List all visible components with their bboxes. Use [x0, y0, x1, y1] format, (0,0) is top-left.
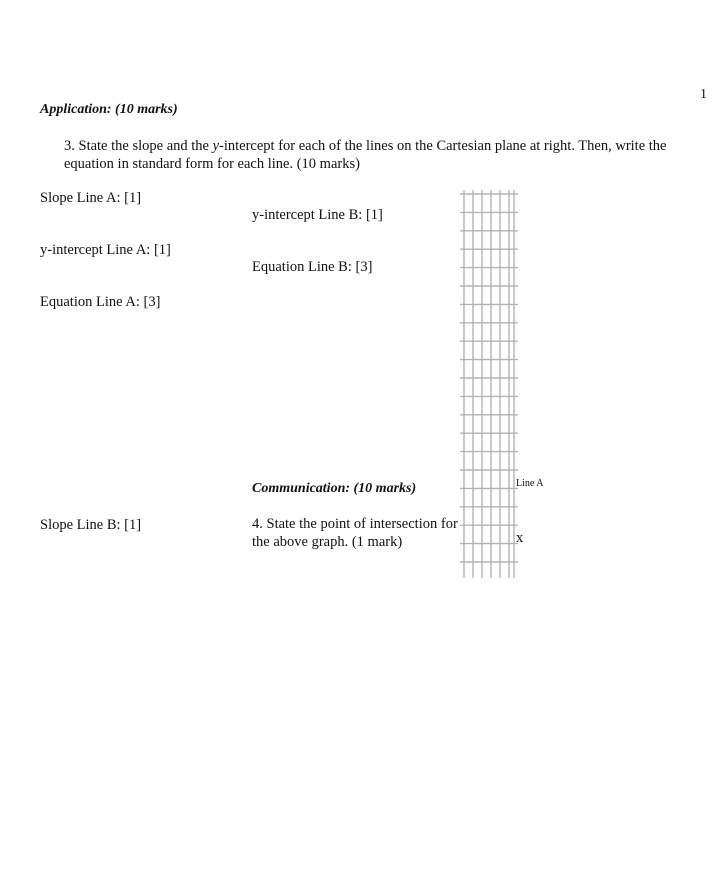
y-intercept-line-a-prompt: y-intercept Line A: [1] [40, 242, 171, 258]
line-a-label: Line A [516, 478, 544, 489]
equation-line-a-prompt: Equation Line A: [3] [40, 294, 161, 310]
equation-line-b-prompt: Equation Line B: [3] [252, 259, 373, 275]
question-3-pre: State the slope and the [78, 138, 213, 154]
y-intercept-line-b-prompt: y-intercept Line B: [1] [252, 207, 383, 223]
cartesian-grid [458, 188, 520, 580]
x-axis-label: x [516, 530, 524, 546]
application-heading: Application: (10 marks) [40, 102, 178, 117]
question-3-variable: y [212, 138, 220, 154]
question-3-number: 3. [64, 138, 75, 154]
question-3-text [64, 137, 704, 173]
question-3-line-1 [64, 137, 704, 155]
slope-line-b-prompt: Slope Line B: [1] [40, 517, 142, 533]
question-3-line-2: equation in standard form for each line. (10 marks) [64, 156, 360, 172]
question-3-post: -intercept for each of the lines on the Cartesian plane at right. Then, write the [219, 138, 667, 154]
slope-line-a-prompt: Slope Line A: [1] [40, 190, 142, 206]
communication-heading: Communication: (10 marks) [252, 481, 417, 496]
page-number: 1 [700, 87, 707, 102]
question-4-line-1: 4. State the point of intersection for [252, 516, 458, 532]
question-4-line-2: the above graph. (1 mark) [252, 534, 403, 550]
